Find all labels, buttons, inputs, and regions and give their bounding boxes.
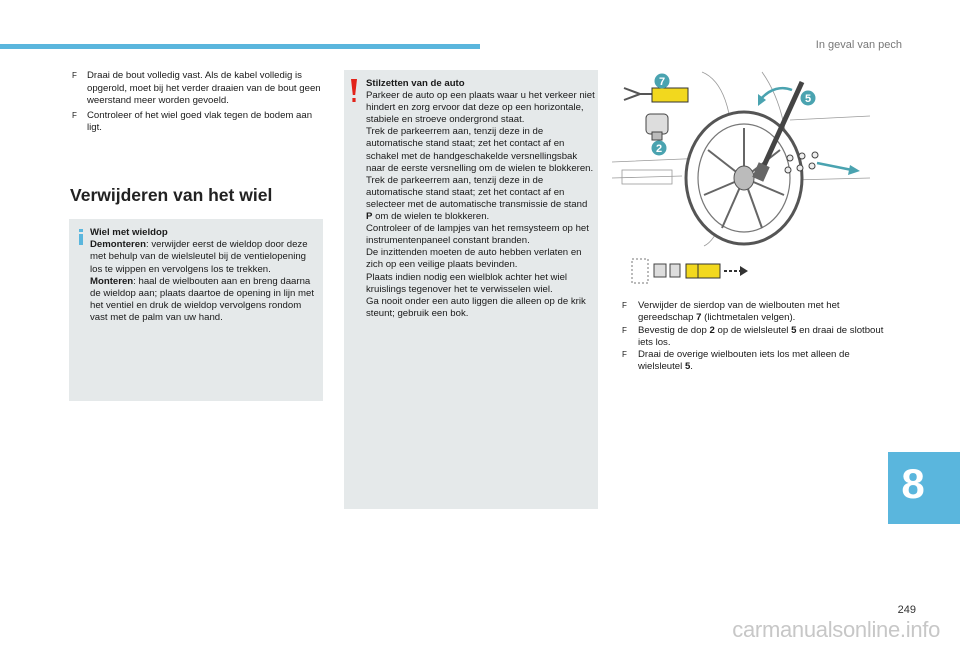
bullet-icon: F <box>622 350 627 360</box>
removal-arrow-icon <box>817 163 852 170</box>
warning-box <box>344 70 598 509</box>
warning-text: Stilzetten van de auto Parkeer de auto op een plaats waar u het verkeer niet hindert en zorg ervoor dat deze op een horizontale, stabiele en stroeve ondergrond staat. Trek de parkeerrem aan, tenzij deze in de automatische stand staat; zet het contact af en schakel met de handgeschakelde versnellingsbak naar de eerste versnelling om de wielen te blokkeren. Trek de parkeerrem aan, tenzij deze in de automatische stand staat; zet het contact af en selecteer met de automatische transmissie de stand P om de wielen te blokkeren. Controleer of de lampjes van het remsysteem op het instrumentenpaneel constant branden. De inzittenden moeten de auto hebben verlaten en zich op een veilige plaats bevinden. Plaats indien nodig een wielblok achter het wiel kruislings tegenover het te verwisselen wiel. Ga nooit onder een auto liggen die alleen op de krik steunt; gebruik een bok. <box>366 78 595 319</box>
callout-5 <box>801 91 816 106</box>
intro-bullet-list <box>72 70 324 137</box>
warning-title: Stilzetten van de auto <box>366 78 465 89</box>
procedure-steps <box>622 300 884 374</box>
wheel-icon <box>686 112 802 244</box>
list-item: F Draai de overige wielbouten iets los met alleen de wielsleutel 5. <box>622 349 850 373</box>
info-title: Wiel met wieldop <box>90 227 168 238</box>
list-item: F Controleer of het wiel goed vlak tegen de bodem aan ligt. <box>72 109 313 134</box>
list-item: F Bevestig de dop 2 op de wielsleutel 5 en draai de slotbout iets los. <box>622 324 884 348</box>
chapter-number: 8 <box>901 460 925 507</box>
svg-text:2: 2 <box>655 143 663 155</box>
wheel-removal-illustration <box>612 70 870 248</box>
tool-detail-illustration <box>630 255 750 287</box>
socket-icon <box>646 114 668 140</box>
callout-7 <box>655 74 670 89</box>
header-accent-bar <box>0 44 480 49</box>
list-item: F Verwijder de sierdop van de wielbouten met het gereedschap 7 (lichtmetalen velgen). <box>622 300 840 324</box>
svg-text:5: 5 <box>804 93 812 105</box>
list-item: F Draai de bout volledig vast. Als de kabel volledig is opgerold, moet bij het verder draaien van de bout geen weerstand meer worden gevoeld. <box>72 70 321 107</box>
section-heading: Verwijderen van het wiel <box>70 185 273 205</box>
section-title: In geval van pech <box>815 39 902 51</box>
bullet-icon: F <box>622 325 627 335</box>
info-text: Wiel met wieldop Demonteren: verwijder eerst de wieldop door deze met behulp van de wielsleutel bij de ventielopening los te wippen en vervolgens los te trekken. Monteren: haal de wielbouten aan en breng daarna de wieldop aan; plaats daartoe de opening in lijn met het ventiel en druk de wieldop vervolgens rondom vast met de palm van uw hand. <box>90 227 315 324</box>
info-icon <box>75 229 89 245</box>
warning-icon <box>350 79 358 103</box>
watermark: carmanualsonline.info <box>732 617 940 642</box>
cap-removal-tool-icon <box>624 88 688 102</box>
bullet-icon: F <box>72 110 77 120</box>
bullet-icon: F <box>72 71 77 80</box>
callout-2 <box>652 141 667 156</box>
svg-text:7: 7 <box>658 76 666 88</box>
page-number: 249 <box>897 604 916 616</box>
bullet-icon: F <box>622 301 627 310</box>
info-box <box>69 219 323 401</box>
